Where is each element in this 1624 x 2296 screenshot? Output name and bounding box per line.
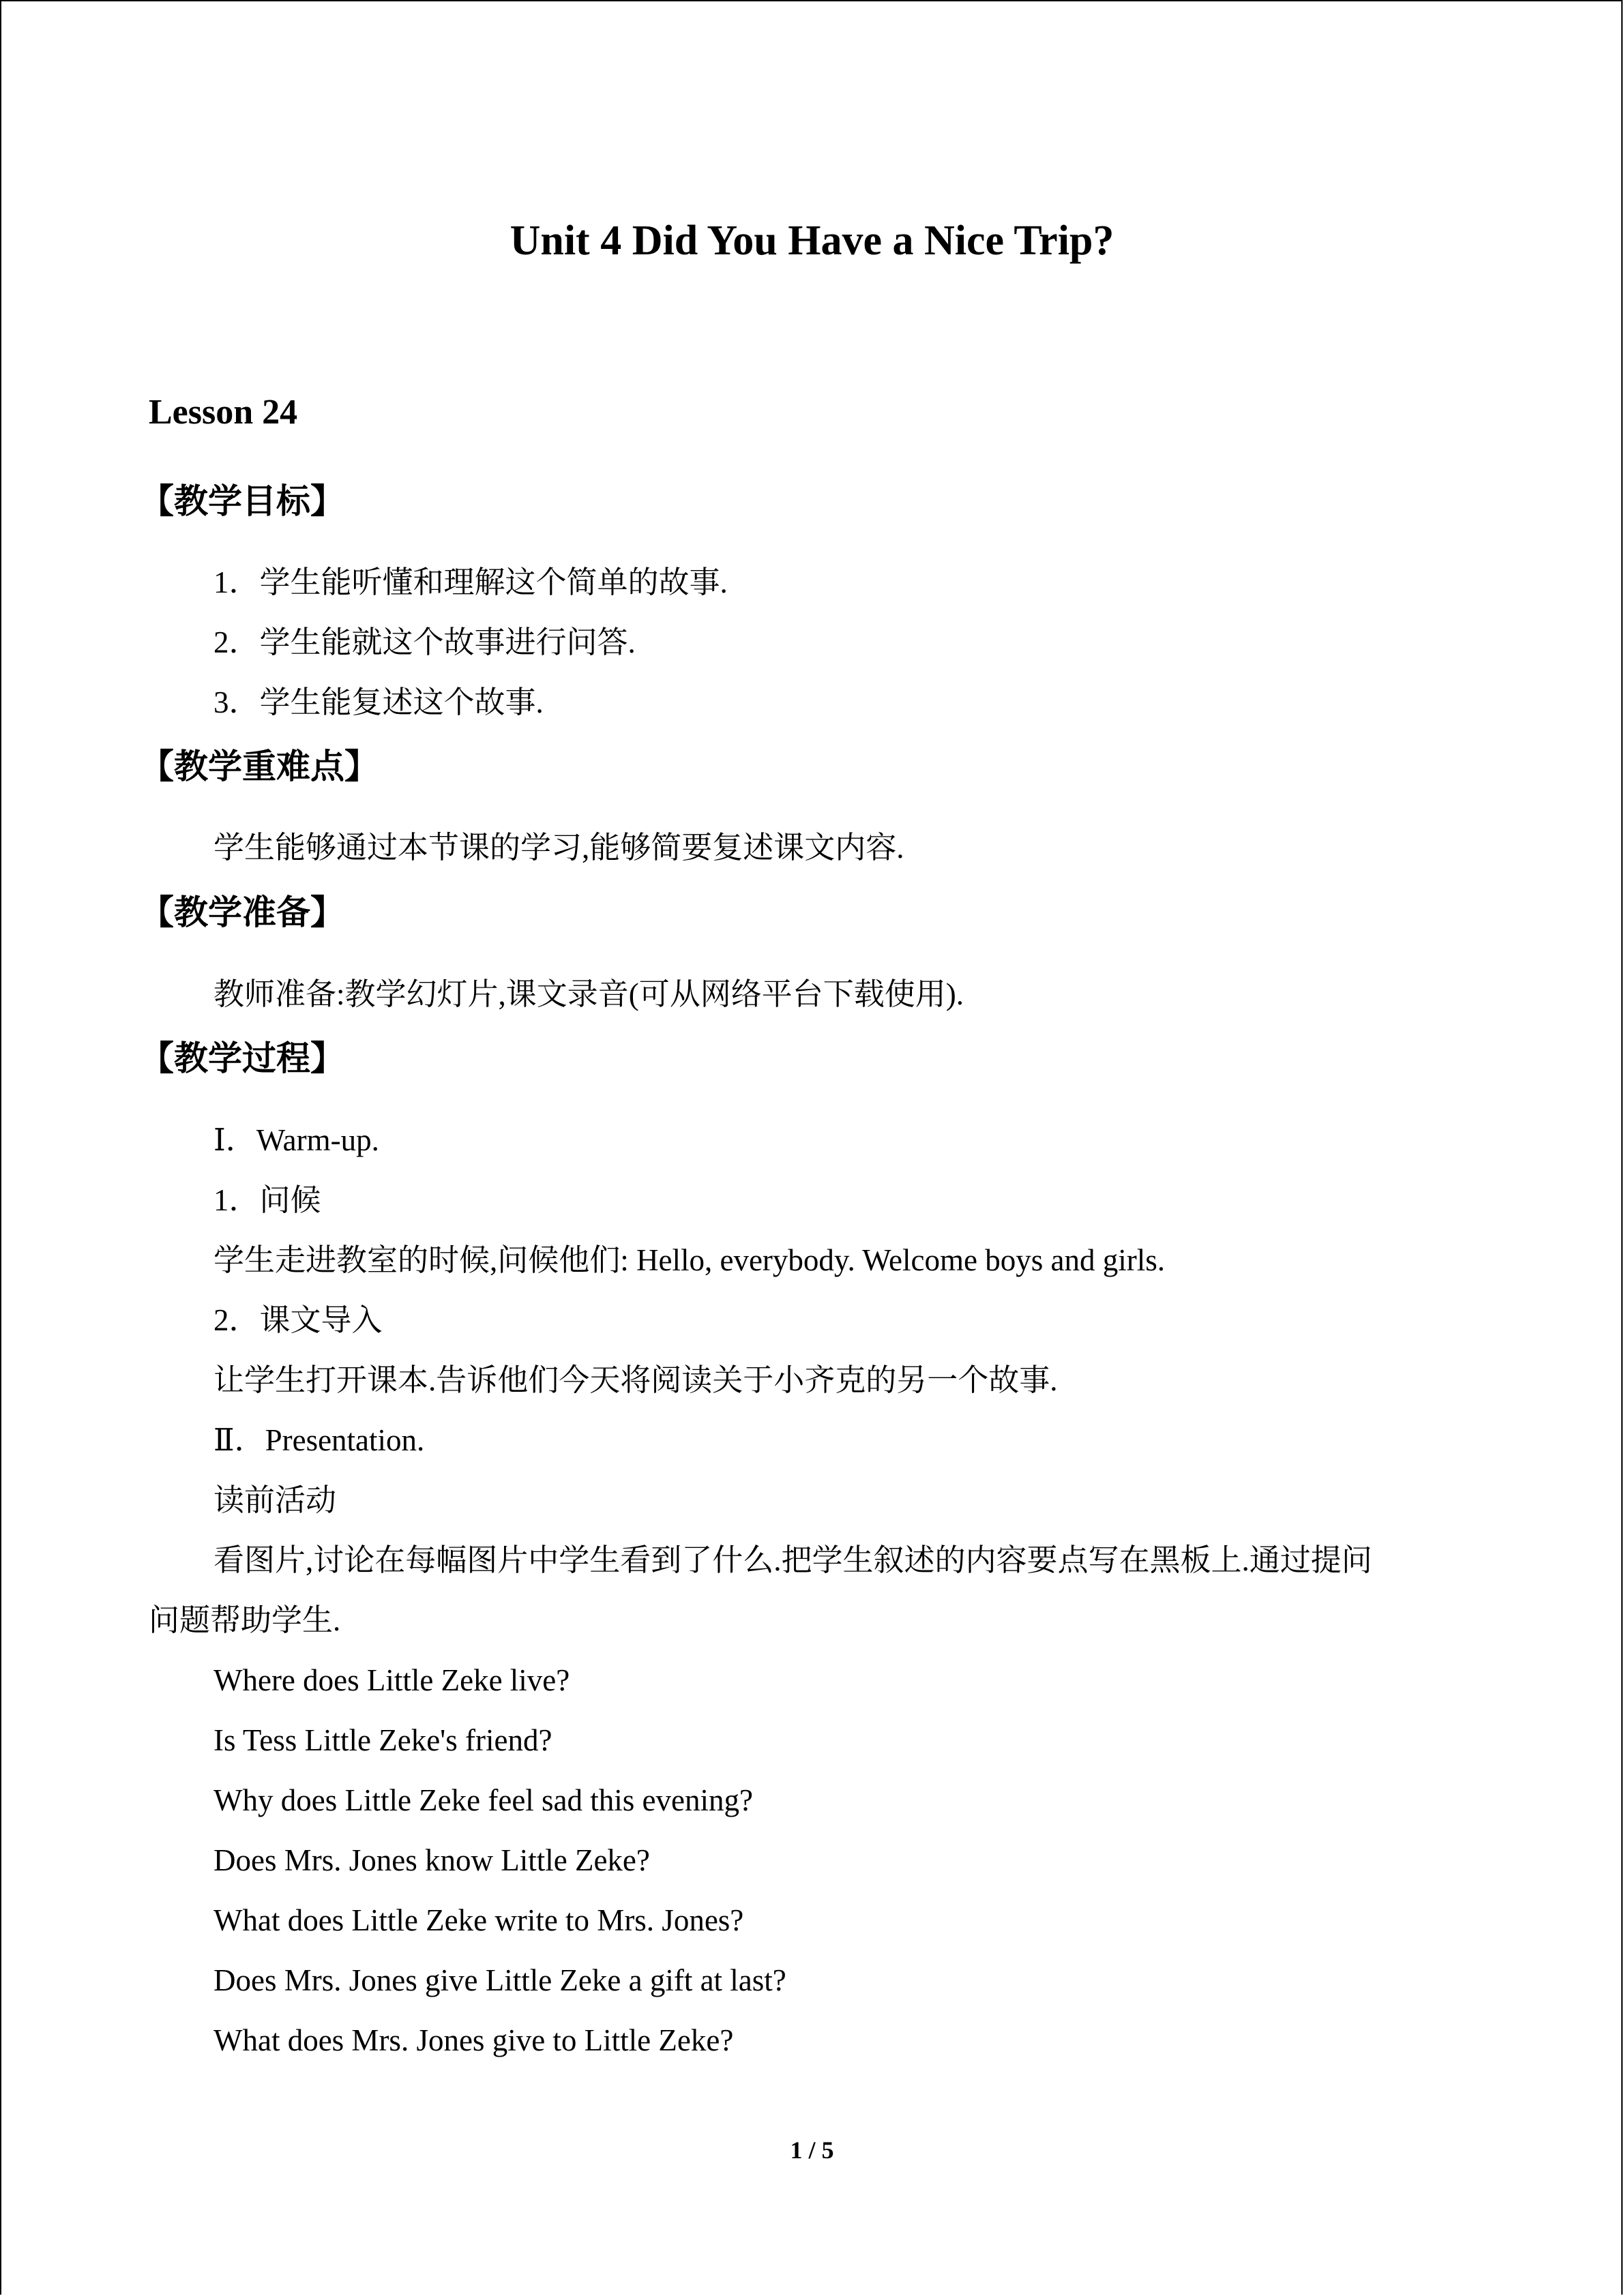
question-2: Is Tess Little Zeke's friend? [213, 1723, 552, 1757]
greeting-title: 1．问候 [213, 1183, 321, 1217]
intro-text: 让学生打开课本.告诉他们今天将阅读关于小齐克的另一个故事. [213, 1363, 1058, 1397]
question-6: Does Mrs. Jones give Little Zeke a gift at last? [213, 1963, 786, 1997]
lesson-heading: Lesson 24 [149, 393, 298, 432]
document-title: Unit 4 Did You Have a Nice Trip? [510, 218, 1114, 264]
question-3: Why does Little Zeke feel sad this evening? [213, 1783, 753, 1817]
section-heading-key-points: 【教学重难点】 [140, 747, 379, 786]
objective-item-3: 3．学生能复述这个故事. [213, 685, 544, 719]
prereading-text-line-2: 问题帮助学生. [149, 1603, 341, 1637]
question-4: Does Mrs. Jones know Little Zeke? [213, 1843, 650, 1877]
key-points-text: 学生能够通过本节课的学习,能够简要复述课文内容. [213, 831, 904, 865]
question-7: What does Mrs. Jones give to Little Zeke? [213, 2023, 734, 2057]
warmup-title: Ⅰ．Warm-up. [213, 1123, 379, 1157]
objective-item-1: 1．学生能听懂和理解这个简单的故事. [213, 565, 728, 599]
question-5: What does Little Zeke write to Mrs. Jones? [213, 1903, 744, 1937]
section-heading-process: 【教学过程】 [140, 1039, 344, 1078]
section-heading-objectives: 【教学目标】 [140, 481, 344, 521]
section-heading-preparation: 【教学准备】 [140, 893, 344, 932]
presentation-title: Ⅱ．Presentation. [213, 1423, 425, 1457]
preparation-text: 教师准备:教学幻灯片,课文录音(可从网络平台下载使用). [213, 977, 964, 1011]
prereading-text-line-1: 看图片,讨论在每幅图片中学生看到了什么.把学生叙述的内容要点写在黑板上.通过提问 [213, 1543, 1372, 1577]
greeting-text: 学生走进教室的时候,问候他们: Hello, everybody. Welcome boys and girls. [213, 1243, 1165, 1277]
prereading-title: 读前活动 [213, 1483, 337, 1517]
page-number: 1 / 5 [790, 2136, 834, 2164]
objective-item-2: 2．学生能就这个故事进行问答. [213, 625, 636, 659]
intro-title: 2．课文导入 [213, 1303, 383, 1337]
question-1: Where does Little Zeke live? [213, 1663, 570, 1697]
